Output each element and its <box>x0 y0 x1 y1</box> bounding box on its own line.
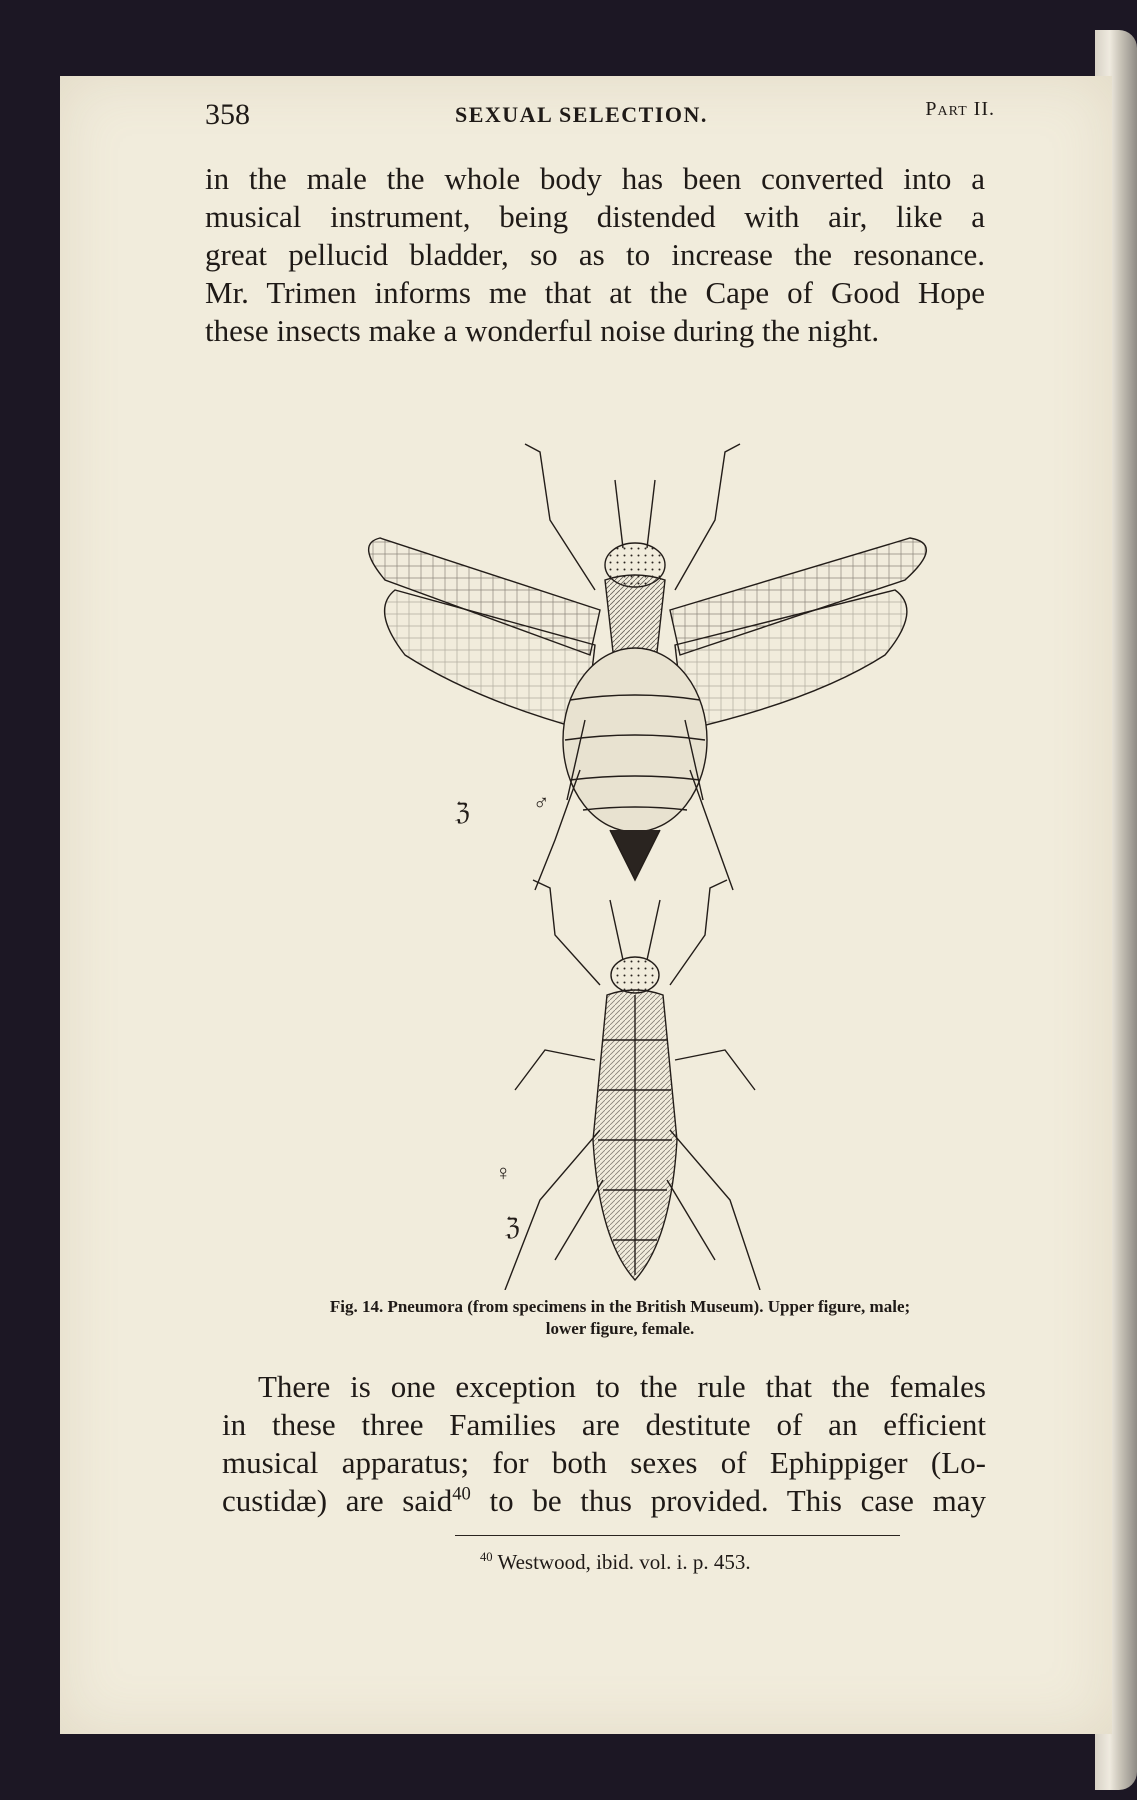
caption-line: lower figure, female. <box>545 1319 695 1338</box>
footnote-number: 40 <box>480 1550 493 1564</box>
footnote-rule <box>455 1535 900 1536</box>
text-fragment: to be thus provided. This case may <box>470 1483 986 1518</box>
bottom-paragraph <box>222 1368 986 1520</box>
female-symbol: ♀ <box>495 1160 512 1185</box>
page-number: 358 <box>205 98 250 131</box>
female-insect-drawing <box>505 880 760 1290</box>
engraver-monogram-lower: ℨ <box>505 1215 520 1241</box>
text-line: in these three Families are destitute of an efficient <box>222 1407 986 1442</box>
footnote <box>480 1550 751 1575</box>
text-line: these insects make a wonderful noise during the night. <box>205 313 880 348</box>
running-title: SEXUAL SELECTION. <box>455 102 708 127</box>
text-line: in the male the whole body has been converted into a <box>205 161 985 196</box>
text-line: musical instrument, being distended with air, like a <box>205 199 985 234</box>
page-header <box>205 98 995 138</box>
male-insect-drawing <box>369 444 927 890</box>
text-fragment: custidæ) are said <box>222 1483 453 1518</box>
part-label: Part II. <box>925 98 995 120</box>
footnote-text: Westwood, ibid. vol. i. p. 453. <box>492 1550 751 1574</box>
text-line: There is one exception to the rule that the females <box>258 1369 986 1404</box>
text-line: Mr. Trimen informs me that at the Cape of Good Hope <box>205 275 985 310</box>
male-symbol: ♂ <box>533 790 550 815</box>
text-line <box>222 1482 986 1520</box>
text-line: musical apparatus; for both sexes of Ephippiger (Lo- <box>222 1445 986 1480</box>
engraver-monogram-upper: ℨ <box>455 800 470 826</box>
top-paragraph <box>205 160 985 350</box>
caption-line: Fig. 14. Pneumora (from specimens in the British Museum). Upper figure, male; <box>329 1297 911 1316</box>
footnote-reference[interactable]: 40 <box>452 1483 471 1505</box>
text-line: great pellucid bladder, so as to increase the resonance. <box>205 237 985 272</box>
figure-caption <box>240 1296 1000 1340</box>
pneumora-illustration <box>355 440 945 1290</box>
